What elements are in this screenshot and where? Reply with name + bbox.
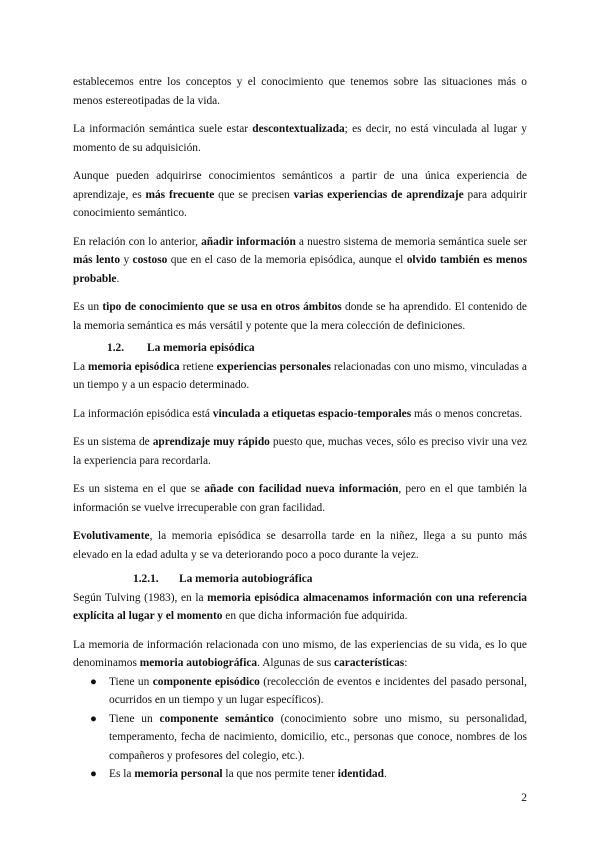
paragraph-semantic-decontextualized: La información semántica suele estar descontextualizada; es decir, no está vinculada al lugar y momento de su adquisición. xyxy=(73,123,527,154)
paragraph-episodic-spatiotemporal: La información episódica está vinculada a etiquetas espacio-temporales más o menos concretas. xyxy=(73,407,523,420)
paragraph-episodic-definition: La memoria episódica retiene experiencias personales relacionadas con uno mismo, vinculadas a un tiempo y a un espacio determinado. xyxy=(73,360,527,391)
paragraph-episodic-development: Evolutivamente, la memoria episódica se desarrolla tarde en la niñez, llega a su punto más elevado en la edad adulta y se va deteriorando poco a poco durante la vejez. xyxy=(73,530,527,561)
section-heading-episodic-memory: 1.2. La memoria episódica xyxy=(107,342,255,354)
paragraph-episodic-new-information: Es un sistema en el que se añade con facilidad nueva información, pero en el que también la información se vuelve irrecuperable con gran facilidad. xyxy=(73,483,527,514)
paragraph-semantic-versatility: Es un tipo de conocimiento que se usa en otros ámbitos donde se ha aprendido. El contenido de la memoria semántica es más versátil y potente que la mera colección de definiciones. xyxy=(73,301,527,332)
document-page xyxy=(73,73,527,784)
paragraph-semantic-adding-information: En relación con lo anterior, añadir información a nuestro sistema de memoria semántica suele ser más lento y costoso que en el caso de la memoria episódica, aunque el olvido también es menos probable. xyxy=(73,235,528,285)
paragraph-continuation: establecemos entre los conceptos y el conocimiento que tenemos sobre las situaciones más o menos estereotipadas de la vida. xyxy=(73,76,527,107)
bullet-icon: ● xyxy=(90,675,97,688)
list-item: ● Tiene un componente episódico (recolección de eventos e incidentes del pasado personal, ocurridos en un tiempo y un lugar específicos). xyxy=(73,673,527,710)
paragraph-episodic-fast-learning: Es un sistema de aprendizaje muy rápido puesto que, muchas veces, sólo es preciso vivir una vez la experiencia para recordarla. xyxy=(73,436,527,467)
list-item: ● Tiene un componente semántico (conocimiento sobre uno mismo, su personalidad, temperamento, fecha de nacimiento, domicilio, etc., personas que conoce, nombres de los compañeros y profesores del colegio, etc.). xyxy=(73,710,527,766)
paragraph-tulving: Según Tulving (1983), en la memoria episódica almacenamos información con una referencia explícita al lugar y el momento en que dicha información fue adquirida. xyxy=(73,591,527,622)
list-item: ● Es la memoria personal la que nos permite tener identidad. xyxy=(73,765,527,784)
paragraph-semantic-acquisition: Aunque pueden adquirirse conocimientos semánticos a partir de una única experiencia de aprendizaje, es más frecuente que se precisen varias experiencias de aprendizaje para adquirir conocimiento semántico. xyxy=(73,170,527,219)
subsection-heading-autobiographical-memory: 1.2.1. La memoria autobiográfica xyxy=(133,573,313,585)
bullet-icon: ● xyxy=(90,712,97,725)
characteristics-list xyxy=(73,673,527,784)
bullet-icon: ● xyxy=(90,768,97,780)
paragraph-autobiographical-definition: La memoria de información relacionada con uno mismo, de las experiencias de su vida, es lo que denominamos memoria autobiográfica. Algunas de sus características: xyxy=(73,638,527,669)
page-number: 2 xyxy=(521,792,527,804)
